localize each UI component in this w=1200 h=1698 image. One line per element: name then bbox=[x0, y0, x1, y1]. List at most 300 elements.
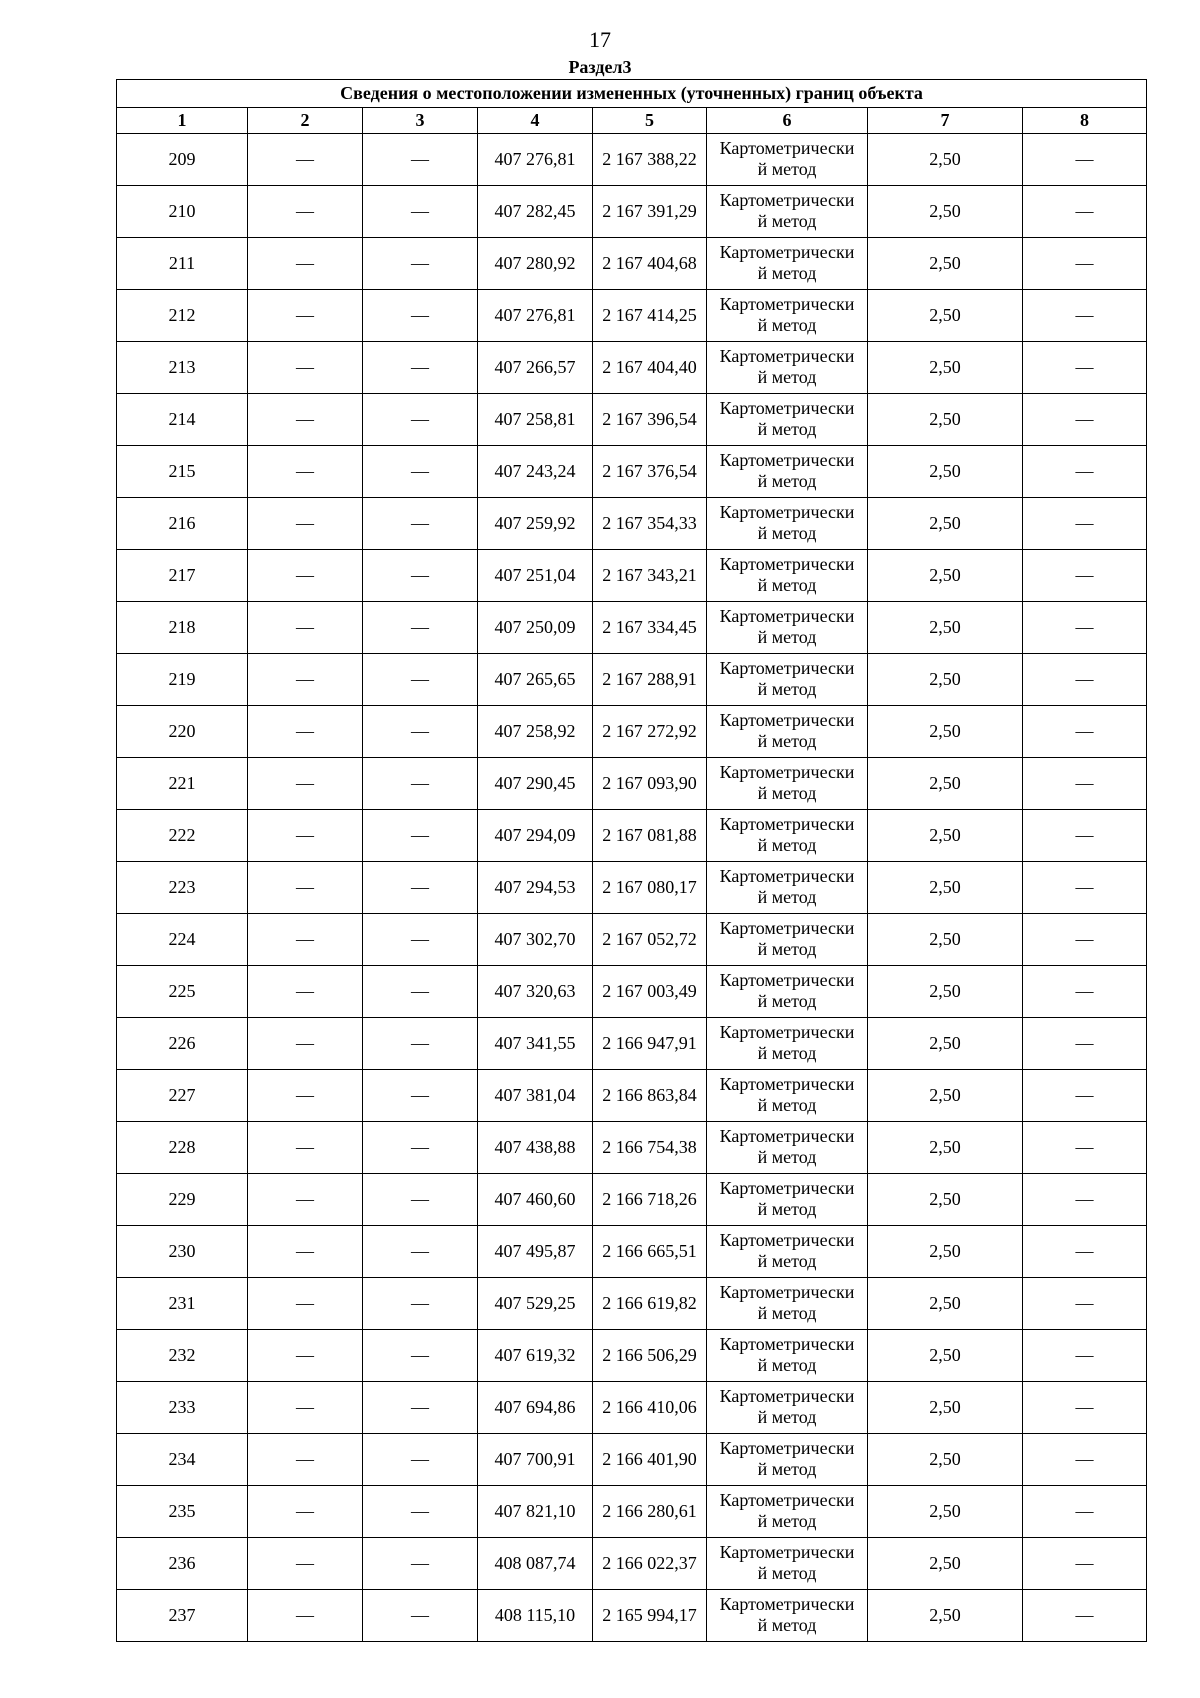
method-cell bbox=[707, 394, 868, 446]
col2-cell: — bbox=[248, 394, 363, 446]
method-line-2: й метод bbox=[757, 1094, 817, 1115]
accuracy-cell: 2,50 bbox=[868, 342, 1023, 394]
page-number: 17 bbox=[589, 27, 611, 52]
col8-cell: — bbox=[1023, 290, 1147, 342]
table-row bbox=[117, 1018, 1147, 1070]
accuracy-cell: 2,50 bbox=[868, 1538, 1023, 1590]
col8-cell: — bbox=[1023, 134, 1147, 186]
col3-cell: — bbox=[363, 654, 478, 706]
point-number-cell: 214 bbox=[117, 394, 248, 446]
table-row bbox=[117, 914, 1147, 966]
x-coordinate-cell: 408 087,74 bbox=[478, 1538, 593, 1590]
table-row bbox=[117, 966, 1147, 1018]
col2-cell: — bbox=[248, 1538, 363, 1590]
method-cell bbox=[707, 498, 868, 550]
x-coordinate-cell: 407 294,09 bbox=[478, 810, 593, 862]
col2-cell: — bbox=[248, 1486, 363, 1538]
method-cell bbox=[707, 186, 868, 238]
column-header: 3 bbox=[363, 108, 478, 134]
x-coordinate-cell: 407 438,88 bbox=[478, 1122, 593, 1174]
method-cell bbox=[707, 810, 868, 862]
point-number-cell: 211 bbox=[117, 238, 248, 290]
point-number-cell: 236 bbox=[117, 1538, 248, 1590]
y-coordinate-cell: 2 167 003,49 bbox=[593, 966, 707, 1018]
column-header: 5 bbox=[593, 108, 707, 134]
x-coordinate-cell: 407 250,09 bbox=[478, 602, 593, 654]
y-coordinate-cell: 2 167 376,54 bbox=[593, 446, 707, 498]
x-coordinate-cell: 407 460,60 bbox=[478, 1174, 593, 1226]
method-cell bbox=[707, 1174, 868, 1226]
table-row bbox=[117, 810, 1147, 862]
method-line-1: Картометрически bbox=[719, 1333, 855, 1354]
table-row bbox=[117, 550, 1147, 602]
col2-cell: — bbox=[248, 186, 363, 238]
col2-cell: — bbox=[248, 498, 363, 550]
col2-cell: — bbox=[248, 1382, 363, 1434]
method-line-2: й метод bbox=[757, 1146, 817, 1167]
x-coordinate-cell: 407 266,57 bbox=[478, 342, 593, 394]
column-header: 8 bbox=[1023, 108, 1147, 134]
y-coordinate-cell: 2 166 665,51 bbox=[593, 1226, 707, 1278]
col8-cell: — bbox=[1023, 498, 1147, 550]
y-coordinate-cell: 2 167 093,90 bbox=[593, 758, 707, 810]
method-cell bbox=[707, 1330, 868, 1382]
method-cell bbox=[707, 862, 868, 914]
method-line-1: Картометрически bbox=[719, 397, 855, 418]
point-number-cell: 232 bbox=[117, 1330, 248, 1382]
method-line-2: й метод bbox=[757, 1250, 817, 1271]
method-cell bbox=[707, 1434, 868, 1486]
method-line-2: й метод bbox=[757, 1198, 817, 1219]
method-line-1: Картометрически bbox=[719, 761, 855, 782]
col2-cell: — bbox=[248, 914, 363, 966]
column-header: 6 bbox=[707, 108, 868, 134]
col3-cell: — bbox=[363, 342, 478, 394]
col3-cell: — bbox=[363, 1018, 478, 1070]
accuracy-cell: 2,50 bbox=[868, 498, 1023, 550]
y-coordinate-cell: 2 167 272,92 bbox=[593, 706, 707, 758]
method-line-2: й метод bbox=[757, 782, 817, 803]
accuracy-cell: 2,50 bbox=[868, 966, 1023, 1018]
col2-cell: — bbox=[248, 654, 363, 706]
point-number-cell: 237 bbox=[117, 1590, 248, 1642]
method-line-1: Картометрически bbox=[719, 1229, 855, 1250]
table-row bbox=[117, 1226, 1147, 1278]
col2-cell: — bbox=[248, 342, 363, 394]
method-line-2: й метод bbox=[757, 938, 817, 959]
x-coordinate-cell: 407 276,81 bbox=[478, 134, 593, 186]
method-line-2: й метод bbox=[757, 1614, 817, 1635]
col8-cell: — bbox=[1023, 966, 1147, 1018]
method-line-1: Картометрически bbox=[719, 1541, 855, 1562]
y-coordinate-cell: 2 167 288,91 bbox=[593, 654, 707, 706]
method-line-2: й метод bbox=[757, 158, 817, 179]
method-cell bbox=[707, 446, 868, 498]
col8-cell: — bbox=[1023, 1018, 1147, 1070]
y-coordinate-cell: 2 165 994,17 bbox=[593, 1590, 707, 1642]
col8-cell: — bbox=[1023, 446, 1147, 498]
x-coordinate-cell: 407 294,53 bbox=[478, 862, 593, 914]
col3-cell: — bbox=[363, 862, 478, 914]
col3-cell: — bbox=[363, 1070, 478, 1122]
accuracy-cell: 2,50 bbox=[868, 758, 1023, 810]
x-coordinate-cell: 407 694,86 bbox=[478, 1382, 593, 1434]
table-row bbox=[117, 238, 1147, 290]
point-number-cell: 226 bbox=[117, 1018, 248, 1070]
method-line-1: Картометрически bbox=[719, 1385, 855, 1406]
column-header: 4 bbox=[478, 108, 593, 134]
col3-cell: — bbox=[363, 1226, 478, 1278]
method-cell bbox=[707, 1590, 868, 1642]
col8-cell: — bbox=[1023, 758, 1147, 810]
col3-cell: — bbox=[363, 1590, 478, 1642]
col8-cell: — bbox=[1023, 1382, 1147, 1434]
col8-cell: — bbox=[1023, 862, 1147, 914]
table-row bbox=[117, 1434, 1147, 1486]
method-cell bbox=[707, 1538, 868, 1590]
table-title: Сведения о местоположении измененных (уточненных) границ объекта bbox=[117, 80, 1147, 108]
accuracy-cell: 2,50 bbox=[868, 1330, 1023, 1382]
accuracy-cell: 2,50 bbox=[868, 1382, 1023, 1434]
col8-cell: — bbox=[1023, 810, 1147, 862]
y-coordinate-cell: 2 167 080,17 bbox=[593, 862, 707, 914]
point-number-cell: 219 bbox=[117, 654, 248, 706]
point-number-cell: 223 bbox=[117, 862, 248, 914]
col3-cell: — bbox=[363, 1174, 478, 1226]
table-body bbox=[117, 134, 1147, 1642]
col3-cell: — bbox=[363, 966, 478, 1018]
col2-cell: — bbox=[248, 1018, 363, 1070]
method-line-2: й метод bbox=[757, 1406, 817, 1427]
method-line-2: й метод bbox=[757, 886, 817, 907]
table-row bbox=[117, 1538, 1147, 1590]
method-cell bbox=[707, 654, 868, 706]
x-coordinate-cell: 407 258,81 bbox=[478, 394, 593, 446]
x-coordinate-cell: 407 529,25 bbox=[478, 1278, 593, 1330]
col3-cell: — bbox=[363, 498, 478, 550]
method-line-2: й метод bbox=[757, 210, 817, 231]
y-coordinate-cell: 2 167 388,22 bbox=[593, 134, 707, 186]
method-line-1: Картометрически bbox=[719, 709, 855, 730]
y-coordinate-cell: 2 166 022,37 bbox=[593, 1538, 707, 1590]
accuracy-cell: 2,50 bbox=[868, 1434, 1023, 1486]
method-line-1: Картометрически bbox=[719, 969, 855, 990]
accuracy-cell: 2,50 bbox=[868, 1226, 1023, 1278]
method-cell bbox=[707, 238, 868, 290]
method-line-1: Картометрически bbox=[719, 293, 855, 314]
table-row bbox=[117, 1174, 1147, 1226]
x-coordinate-cell: 407 341,55 bbox=[478, 1018, 593, 1070]
point-number-cell: 216 bbox=[117, 498, 248, 550]
method-line-1: Картометрически bbox=[719, 501, 855, 522]
y-coordinate-cell: 2 167 414,25 bbox=[593, 290, 707, 342]
method-line-2: й метод bbox=[757, 1562, 817, 1583]
method-line-2: й метод bbox=[757, 522, 817, 543]
y-coordinate-cell: 2 167 081,88 bbox=[593, 810, 707, 862]
point-number-cell: 222 bbox=[117, 810, 248, 862]
method-cell bbox=[707, 914, 868, 966]
x-coordinate-cell: 407 243,24 bbox=[478, 446, 593, 498]
method-cell bbox=[707, 1070, 868, 1122]
x-coordinate-cell: 407 619,32 bbox=[478, 1330, 593, 1382]
y-coordinate-cell: 2 166 754,38 bbox=[593, 1122, 707, 1174]
column-header: 1 bbox=[117, 108, 248, 134]
table-row bbox=[117, 342, 1147, 394]
point-number-cell: 218 bbox=[117, 602, 248, 654]
accuracy-cell: 2,50 bbox=[868, 1174, 1023, 1226]
method-line-2: й метод bbox=[757, 1302, 817, 1323]
col8-cell: — bbox=[1023, 1538, 1147, 1590]
method-line-1: Картометрически bbox=[719, 1177, 855, 1198]
point-number-cell: 229 bbox=[117, 1174, 248, 1226]
point-number-cell: 213 bbox=[117, 342, 248, 394]
col2-cell: — bbox=[248, 602, 363, 654]
point-number-cell: 224 bbox=[117, 914, 248, 966]
accuracy-cell: 2,50 bbox=[868, 1018, 1023, 1070]
point-number-cell: 217 bbox=[117, 550, 248, 602]
y-coordinate-cell: 2 167 334,45 bbox=[593, 602, 707, 654]
x-coordinate-cell: 407 258,92 bbox=[478, 706, 593, 758]
x-coordinate-cell: 407 381,04 bbox=[478, 1070, 593, 1122]
x-coordinate-cell: 407 302,70 bbox=[478, 914, 593, 966]
y-coordinate-cell: 2 166 401,90 bbox=[593, 1434, 707, 1486]
point-number-cell: 233 bbox=[117, 1382, 248, 1434]
col8-cell: — bbox=[1023, 394, 1147, 446]
column-header: 2 bbox=[248, 108, 363, 134]
col2-cell: — bbox=[248, 1330, 363, 1382]
col3-cell: — bbox=[363, 602, 478, 654]
col3-cell: — bbox=[363, 758, 478, 810]
y-coordinate-cell: 2 167 404,68 bbox=[593, 238, 707, 290]
point-number-cell: 235 bbox=[117, 1486, 248, 1538]
method-cell bbox=[707, 1278, 868, 1330]
method-cell bbox=[707, 1226, 868, 1278]
col2-cell: — bbox=[248, 706, 363, 758]
col8-cell: — bbox=[1023, 1070, 1147, 1122]
x-coordinate-cell: 407 276,81 bbox=[478, 290, 593, 342]
table-row bbox=[117, 758, 1147, 810]
col3-cell: — bbox=[363, 1486, 478, 1538]
column-header-row bbox=[117, 108, 1147, 134]
col8-cell: — bbox=[1023, 1330, 1147, 1382]
method-cell bbox=[707, 758, 868, 810]
accuracy-cell: 2,50 bbox=[868, 602, 1023, 654]
table-row bbox=[117, 1590, 1147, 1642]
col3-cell: — bbox=[363, 810, 478, 862]
y-coordinate-cell: 2 167 404,40 bbox=[593, 342, 707, 394]
method-line-1: Картометрически bbox=[719, 345, 855, 366]
point-number-cell: 221 bbox=[117, 758, 248, 810]
accuracy-cell: 2,50 bbox=[868, 1122, 1023, 1174]
method-cell bbox=[707, 134, 868, 186]
col3-cell: — bbox=[363, 550, 478, 602]
point-number-cell: 227 bbox=[117, 1070, 248, 1122]
col3-cell: — bbox=[363, 706, 478, 758]
table-row bbox=[117, 1278, 1147, 1330]
method-line-2: й метод bbox=[757, 834, 817, 855]
y-coordinate-cell: 2 166 947,91 bbox=[593, 1018, 707, 1070]
table-row bbox=[117, 290, 1147, 342]
y-coordinate-cell: 2 166 280,61 bbox=[593, 1486, 707, 1538]
method-line-1: Картометрически bbox=[719, 137, 855, 158]
x-coordinate-cell: 407 821,10 bbox=[478, 1486, 593, 1538]
method-line-2: й метод bbox=[757, 678, 817, 699]
y-coordinate-cell: 2 166 410,06 bbox=[593, 1382, 707, 1434]
x-coordinate-cell: 407 251,04 bbox=[478, 550, 593, 602]
table-row bbox=[117, 654, 1147, 706]
table-row bbox=[117, 1070, 1147, 1122]
accuracy-cell: 2,50 bbox=[868, 1590, 1023, 1642]
col3-cell: — bbox=[363, 238, 478, 290]
method-line-1: Картометрически bbox=[719, 553, 855, 574]
col8-cell: — bbox=[1023, 654, 1147, 706]
method-line-1: Картометрически bbox=[719, 1021, 855, 1042]
col2-cell: — bbox=[248, 1070, 363, 1122]
point-number-cell: 228 bbox=[117, 1122, 248, 1174]
accuracy-cell: 2,50 bbox=[868, 1278, 1023, 1330]
col2-cell: — bbox=[248, 1278, 363, 1330]
accuracy-cell: 2,50 bbox=[868, 238, 1023, 290]
point-number-cell: 225 bbox=[117, 966, 248, 1018]
accuracy-cell: 2,50 bbox=[868, 862, 1023, 914]
method-line-2: й метод bbox=[757, 418, 817, 439]
table-row bbox=[117, 1486, 1147, 1538]
method-line-2: й метод bbox=[757, 1354, 817, 1375]
y-coordinate-cell: 2 167 354,33 bbox=[593, 498, 707, 550]
col3-cell: — bbox=[363, 186, 478, 238]
accuracy-cell: 2,50 bbox=[868, 654, 1023, 706]
y-coordinate-cell: 2 166 863,84 bbox=[593, 1070, 707, 1122]
method-line-1: Картометрически bbox=[719, 241, 855, 262]
method-line-1: Картометрически bbox=[719, 189, 855, 210]
point-number-cell: 231 bbox=[117, 1278, 248, 1330]
col2-cell: — bbox=[248, 1434, 363, 1486]
method-cell bbox=[707, 342, 868, 394]
col3-cell: — bbox=[363, 1278, 478, 1330]
method-line-1: Картометрически bbox=[719, 1125, 855, 1146]
method-cell bbox=[707, 1382, 868, 1434]
y-coordinate-cell: 2 166 718,26 bbox=[593, 1174, 707, 1226]
method-line-2: й метод bbox=[757, 1510, 817, 1531]
method-cell bbox=[707, 1018, 868, 1070]
point-number-cell: 210 bbox=[117, 186, 248, 238]
x-coordinate-cell: 407 495,87 bbox=[478, 1226, 593, 1278]
table-row bbox=[117, 498, 1147, 550]
x-coordinate-cell: 408 115,10 bbox=[478, 1590, 593, 1642]
method-line-2: й метод bbox=[757, 1042, 817, 1063]
accuracy-cell: 2,50 bbox=[868, 1486, 1023, 1538]
method-line-2: й метод bbox=[757, 314, 817, 335]
method-line-2: й метод bbox=[757, 574, 817, 595]
accuracy-cell: 2,50 bbox=[868, 446, 1023, 498]
col8-cell: — bbox=[1023, 1122, 1147, 1174]
col3-cell: — bbox=[363, 1434, 478, 1486]
col2-cell: — bbox=[248, 1122, 363, 1174]
table-row bbox=[117, 862, 1147, 914]
method-cell bbox=[707, 602, 868, 654]
method-cell bbox=[707, 966, 868, 1018]
x-coordinate-cell: 407 290,45 bbox=[478, 758, 593, 810]
method-cell bbox=[707, 1486, 868, 1538]
accuracy-cell: 2,50 bbox=[868, 186, 1023, 238]
accuracy-cell: 2,50 bbox=[868, 394, 1023, 446]
col8-cell: — bbox=[1023, 1590, 1147, 1642]
col8-cell: — bbox=[1023, 1434, 1147, 1486]
col3-cell: — bbox=[363, 394, 478, 446]
point-number-cell: 209 bbox=[117, 134, 248, 186]
col2-cell: — bbox=[248, 1174, 363, 1226]
table-row bbox=[117, 1122, 1147, 1174]
col2-cell: — bbox=[248, 966, 363, 1018]
method-line-2: й метод bbox=[757, 1458, 817, 1479]
x-coordinate-cell: 407 320,63 bbox=[478, 966, 593, 1018]
col2-cell: — bbox=[248, 810, 363, 862]
col3-cell: — bbox=[363, 290, 478, 342]
x-coordinate-cell: 407 280,92 bbox=[478, 238, 593, 290]
col3-cell: — bbox=[363, 914, 478, 966]
col3-cell: — bbox=[363, 1382, 478, 1434]
accuracy-cell: 2,50 bbox=[868, 810, 1023, 862]
col3-cell: — bbox=[363, 1330, 478, 1382]
table-row bbox=[117, 602, 1147, 654]
accuracy-cell: 2,50 bbox=[868, 706, 1023, 758]
table-row bbox=[117, 706, 1147, 758]
method-line-2: й метод bbox=[757, 626, 817, 647]
method-cell bbox=[707, 1122, 868, 1174]
col8-cell: — bbox=[1023, 1226, 1147, 1278]
method-line-2: й метод bbox=[757, 990, 817, 1011]
section-title: Раздел3 bbox=[568, 57, 632, 77]
col2-cell: — bbox=[248, 134, 363, 186]
table-row bbox=[117, 1330, 1147, 1382]
col8-cell: — bbox=[1023, 1278, 1147, 1330]
col2-cell: — bbox=[248, 446, 363, 498]
method-line-1: Картометрически bbox=[719, 657, 855, 678]
table-row bbox=[117, 1382, 1147, 1434]
y-coordinate-cell: 2 167 396,54 bbox=[593, 394, 707, 446]
method-cell bbox=[707, 290, 868, 342]
col8-cell: — bbox=[1023, 342, 1147, 394]
point-number-cell: 220 bbox=[117, 706, 248, 758]
col3-cell: — bbox=[363, 134, 478, 186]
table-row bbox=[117, 186, 1147, 238]
col8-cell: — bbox=[1023, 550, 1147, 602]
method-line-1: Картометрически bbox=[719, 1073, 855, 1094]
point-number-cell: 212 bbox=[117, 290, 248, 342]
col2-cell: — bbox=[248, 1226, 363, 1278]
method-line-1: Картометрически bbox=[719, 449, 855, 470]
col3-cell: — bbox=[363, 446, 478, 498]
accuracy-cell: 2,50 bbox=[868, 550, 1023, 602]
x-coordinate-cell: 407 259,92 bbox=[478, 498, 593, 550]
method-cell bbox=[707, 706, 868, 758]
y-coordinate-cell: 2 167 052,72 bbox=[593, 914, 707, 966]
accuracy-cell: 2,50 bbox=[868, 290, 1023, 342]
col8-cell: — bbox=[1023, 1486, 1147, 1538]
col2-cell: — bbox=[248, 758, 363, 810]
accuracy-cell: 2,50 bbox=[868, 1070, 1023, 1122]
table-row bbox=[117, 446, 1147, 498]
point-number-cell: 215 bbox=[117, 446, 248, 498]
method-line-1: Картометрически bbox=[719, 1489, 855, 1510]
col8-cell: — bbox=[1023, 238, 1147, 290]
col8-cell: — bbox=[1023, 914, 1147, 966]
column-header: 7 bbox=[868, 108, 1023, 134]
method-line-1: Картометрически bbox=[719, 865, 855, 886]
x-coordinate-cell: 407 282,45 bbox=[478, 186, 593, 238]
method-line-2: й метод bbox=[757, 730, 817, 751]
method-line-1: Картометрически bbox=[719, 605, 855, 626]
